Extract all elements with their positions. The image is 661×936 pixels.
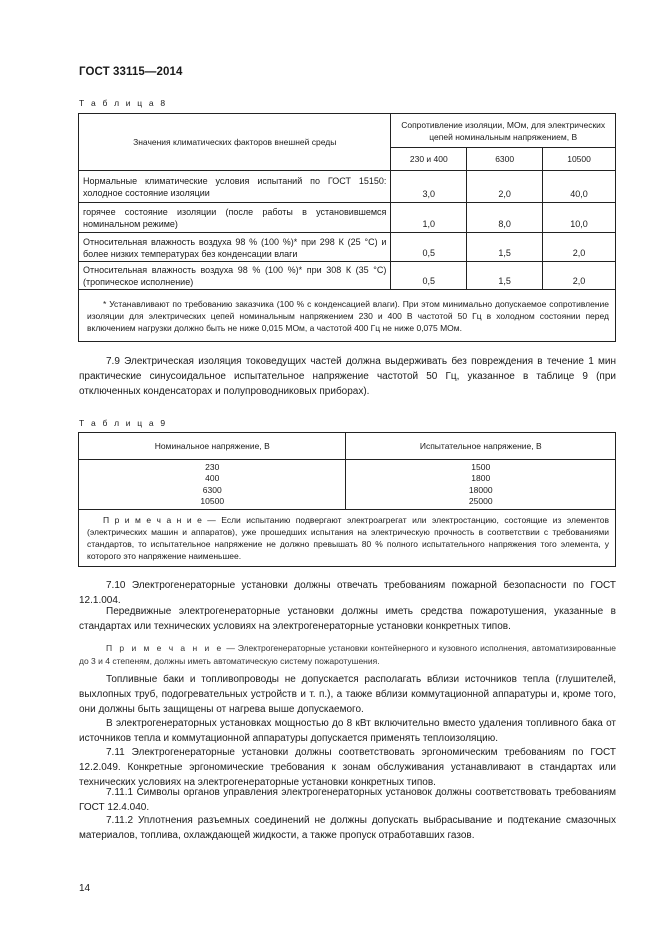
table9-cell: 1500	[471, 461, 491, 472]
table8-cell: 2,0	[543, 262, 616, 290]
table8-cell: 1,0	[391, 203, 467, 233]
table8-cell: 40,0	[543, 171, 616, 203]
table8-subheader-2: 6300	[467, 148, 543, 171]
table9-cell: 6300	[202, 484, 222, 495]
page-number: 14	[79, 883, 91, 894]
table8-group-header: Сопротивление изоляции, МОм, для электрических цепей номинальным напряжением, В	[391, 114, 616, 148]
table8-subheader-1: 230 и 400	[391, 148, 467, 171]
table9-note-label: П р и м е ч а н и е	[103, 515, 202, 525]
paragraph-fuel-tanks: Топливные баки и топливопроводы не допускается располагать вблизи источников тепла (глушителей, выхлопных труб, подогревательных устройств и т. п.), а также вблизи коммутационной аппаратуры и, кроме того, они должны быть защищены от нагрева выше допускаемого.	[79, 674, 616, 715]
table9-caption: Т а б л и ц а 9	[79, 418, 168, 428]
note-label: П р и м е ч а н и е	[106, 643, 224, 653]
table8-cell: 3,0	[391, 171, 467, 203]
table8-cell: 2,0	[543, 233, 616, 262]
table8-cell: 8,0	[467, 203, 543, 233]
paragraph-7-11-1: 7.11.1 Символы органов управления электрогенераторных установок должны соответствовать требованиям ГОСТ 12.4.040.	[79, 787, 616, 813]
paragraph-7-11: 7.11 Электрогенераторные установки должны соответствовать эргономическим требованиям по ГОСТ 12.2.049. Конкретные эргономические требования к зонам обслуживания устанавливают в стандартах или технических условиях на электрогенераторные установки конкретных типов.	[79, 747, 616, 788]
table8-cell: 1,5	[467, 262, 543, 290]
table9-cell: 25000	[468, 495, 493, 506]
table8	[78, 113, 616, 342]
table9	[78, 432, 616, 567]
table8-cell: 1,5	[467, 233, 543, 262]
table9-cell: 400	[205, 473, 220, 484]
table8-col-header: Значения климатических факторов внешней среды	[79, 114, 391, 171]
table9-col1-header: Номинальное напряжение, В	[79, 433, 346, 460]
paragraph-8kw: В электрогенераторных установках мощностью до 8 кВт включительно вместо удаления топливного бака от источников тепла и коммутационной аппаратуры допускается применять теплоизоляцию.	[79, 718, 616, 744]
table8-footnote: * Устанавливают по требованию заказчика (100 % с конденсацией влаги). При этом минимально допускаемое сопротивление изоляции для электрических цепей номинальным напряжением 230 и 400 В частотой 50 Гц в холодном состоянии перед включением нагрузки должно быть не ниже 0,015 МОм, а частотой 400 Гц не ниже 0,075 МОм.	[79, 290, 616, 342]
table8-cell: 10,0	[543, 203, 616, 233]
paragraph-7-10: 7.10 Электрогенераторные установки должны отвечать требованиям пожарной безопасности по ГОСТ 12.1.004.	[79, 580, 616, 606]
table9-cell: 10500	[200, 495, 225, 506]
table8-row-desc: Относительная влажность воздуха 98 % (100 %)* при 298 К (25 °С) и более низких температурах без конденсации влаги	[79, 233, 391, 262]
note-fire-extinguishing	[79, 642, 616, 667]
table9-cell: 1800	[471, 473, 491, 484]
table8-subheader-3: 10500	[543, 148, 616, 171]
table8-cell: 0,5	[391, 262, 467, 290]
table8-row-desc: горячее состояние изоляции (после работы в установившемся номинальном режиме)	[79, 203, 391, 233]
document-header: ГОСТ 33115—2014	[79, 66, 183, 78]
table8-cell: 2,0	[467, 171, 543, 203]
paragraph-mobile-units: Передвижные электрогенераторные установки должны иметь средства пожаротушения, указанные в стандартах или технических условиях на электрогенераторные установки конкретных типов.	[79, 606, 616, 632]
table8-row-desc: Относительная влажность воздуха 98 % (100 %)* при 308 К (35 °С) (тропическое исполнение)	[79, 262, 391, 290]
table9-note-text: — Если испытанию подвергают электроагрегат или электростанцию, состоящие из элементов (электрических машин и аппаратов), уже прошедших испытания на электрическую прочность в соответствии с требованиями стандартов, то испытательное напряжение не должно превышать 80 % полного испытательного напряжения того элемента, у которого это напряжение наименьшее.	[87, 515, 609, 561]
table9-cell: 230	[205, 461, 220, 472]
paragraph-7-11-2: 7.11.2 Уплотнения разъемных соединений не должны допускать выбрасывание и подтекание смазочных материалов, топлива, охлаждающей жидкости, а также пропуск отработавших газов.	[79, 815, 616, 841]
paragraph-7-9: 7.9 Электрическая изоляция токоведущих частей должна выдерживать без повреждения в течение 1 мин практические синусоидальное испытательное напряжение частотой 50 Гц, указанное в таблице 9 (при отключенных конденсаторах и полупроводниковых приборах).	[79, 356, 616, 397]
table8-row-desc: Нормальные климатические условия испытаний по ГОСТ 15150: холодное состояние изоляции	[79, 171, 391, 203]
table9-cell: 18000	[468, 484, 493, 495]
table9-note	[79, 510, 616, 567]
table8-cell: 0,5	[391, 233, 467, 262]
note-text: — Электрогенераторные установки контейнерного и кузовного исполнения, автоматизированные до 3 и 4 степеням, должны иметь автоматическую систему пожаротушения.	[79, 643, 616, 666]
table8-caption: Т а б л и ц а 8	[79, 98, 168, 108]
table9-col2-header: Испытательное напряжение, В	[346, 433, 616, 460]
